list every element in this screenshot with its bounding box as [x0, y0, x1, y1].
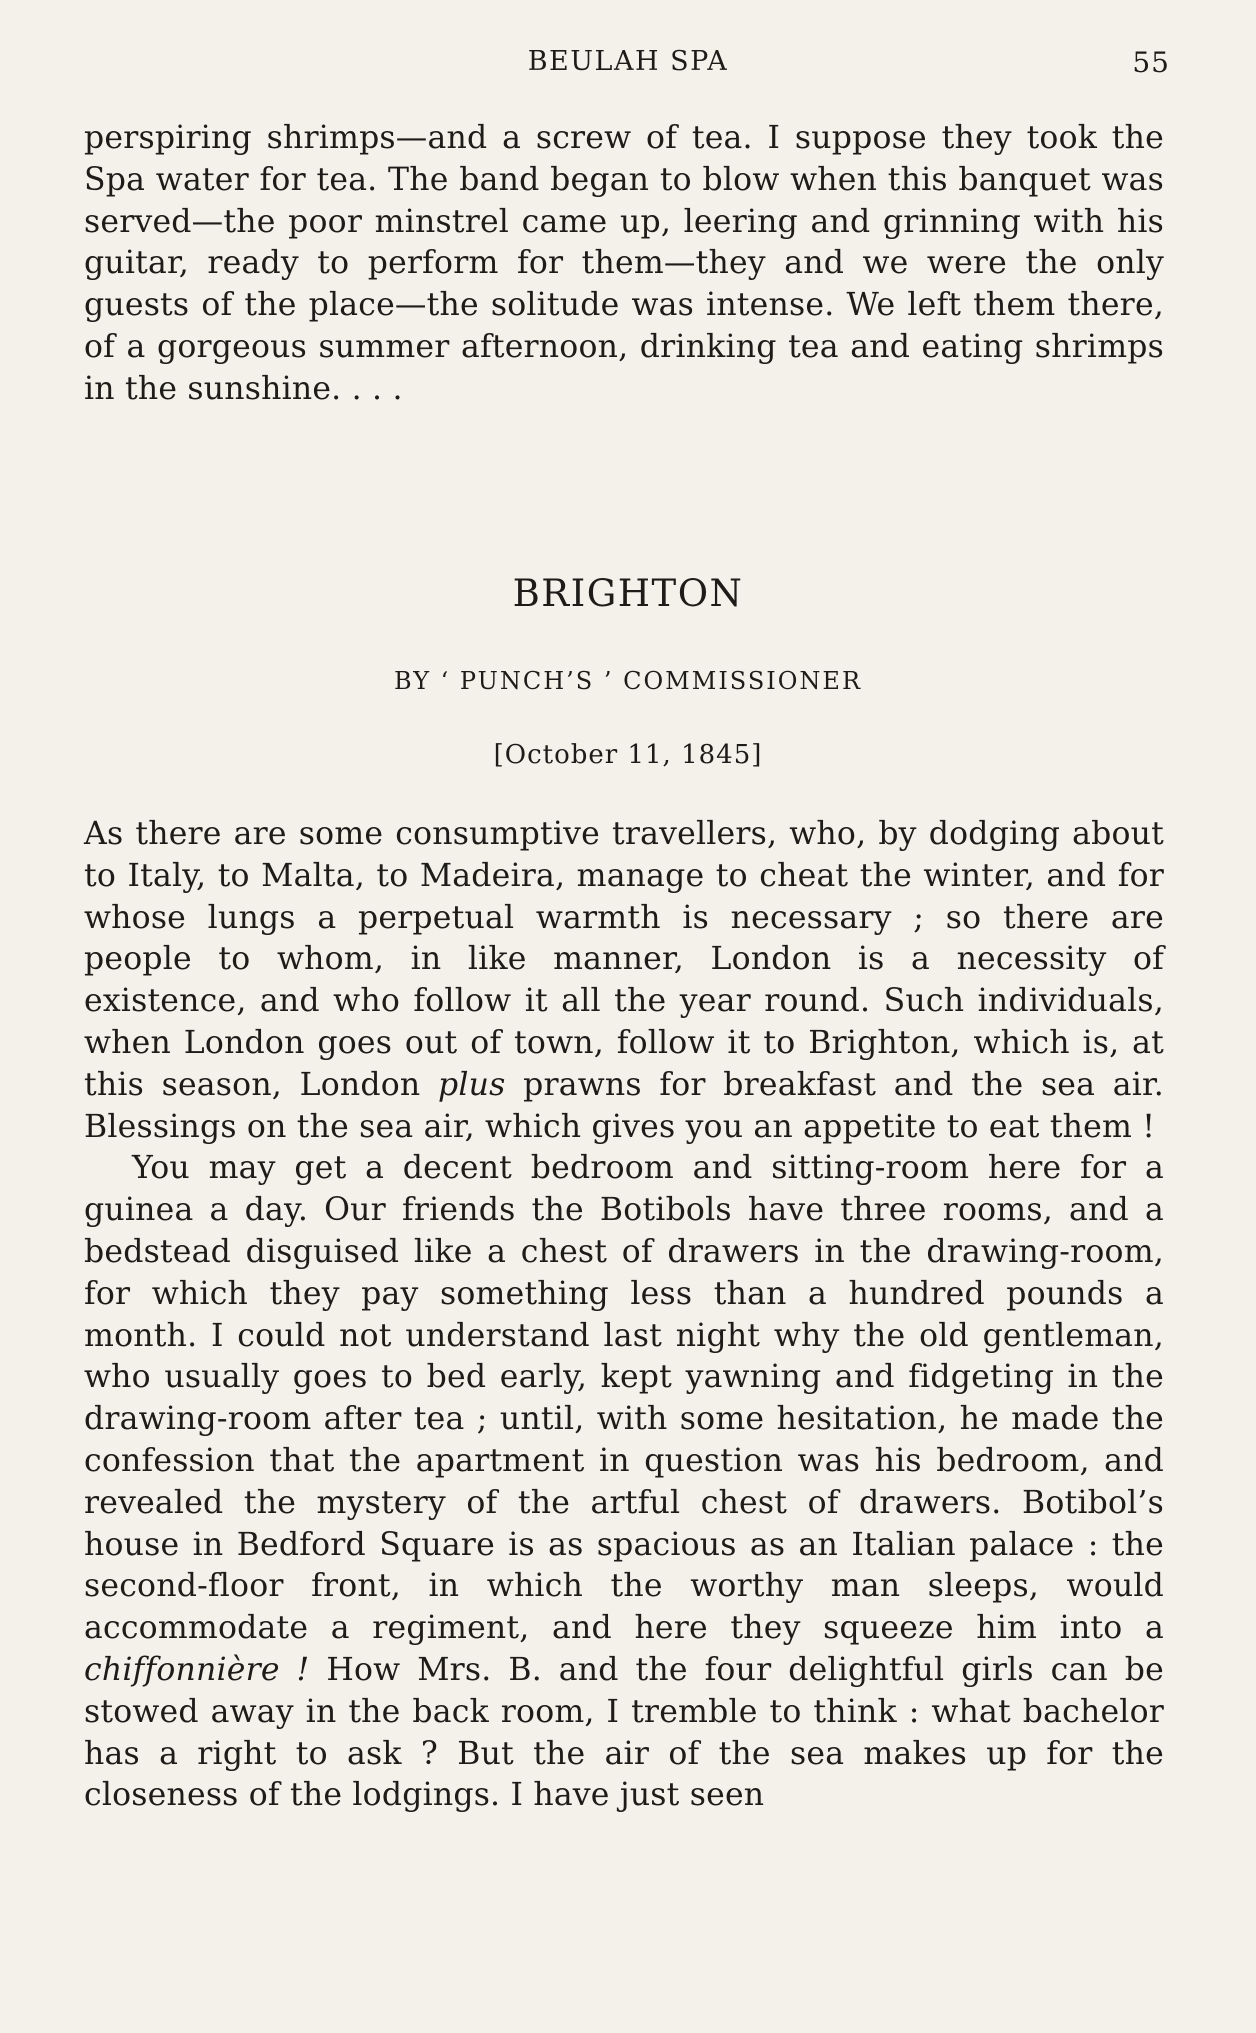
article-body [84, 814, 1164, 1817]
italic-plus: plus [438, 1066, 506, 1103]
article-title: BRIGHTON [512, 572, 744, 615]
article-date: [October 11, 1845] [493, 740, 763, 770]
paragraph-one-start: As there are some consumptive travellers, who, by dodging about to Italy, to Malta, to Madeira, manage to cheat the winter, and for whose lungs a perpetual warmth is necessary ; so there are people to whom, in like manner, London is a necessity of existence, and who follow it all the year round. Such individuals, when London goes out of town, follow it to Brighton, which is, at this season, London [84, 816, 1164, 1103]
continuation-text: perspiring shrimps—and a screw of tea. I suppose they took the Spa water for tea. The band began to blow when this banquet was served—the poor minstrel came up, leering and grinning with his guitar, ready to perform for them—they and we were the only guests of the place—the solitude was intense. We left them there, of a gorgeous summer afternoon, drinking tea and eating shrimps in the sunshine. . . . [84, 120, 1164, 407]
paragraph-two-end: How Mrs. B. and the four delightful girls can be stowed away in the back room, I tremble to think : what bachelor has a right to ask ? But the air of the sea makes up for the closeness of the lodgings. I have just seen [84, 1651, 1164, 1814]
continuation-paragraph [84, 118, 1164, 411]
article-byline: BY ‘ PUNCH’S ’ COMMISSIONER [393, 667, 863, 695]
paragraph-two [84, 1148, 1164, 1817]
italic-chiffonniere: chiffonnière ! [84, 1651, 310, 1688]
paragraph-one-end: prawns for breakfast and the sea air. Blessings on the sea air, which gives you an appetite to eat them ! [84, 1066, 1165, 1145]
running-title: BEULAH SPA [527, 46, 729, 77]
paragraph-one [84, 814, 1164, 1148]
page-number: 55 [1132, 46, 1170, 79]
running-head [0, 42, 1256, 82]
paragraph-two-start: You may get a decent bedroom and sitting-room here for a guinea a day. Our friends the Botibols have three rooms, and a bedstead disguised like a chest of drawers in the drawing-room, for which they pay something less than a hundred pounds a month. I could not understand last night why the old gentleman, who usually goes to bed early, kept yawning and fidgeting in the drawing-room after tea ; until, with some hesitation, he made the confession that the apartment in question was his bedroom, and revealed the mystery of the artful chest of drawers. Botibol’s house in Bedford Square is as spacious as an Italian palace : the second-floor front, in which the worthy man sleeps, would accommodate a regiment, and here they squeeze him into a [84, 1150, 1164, 1647]
